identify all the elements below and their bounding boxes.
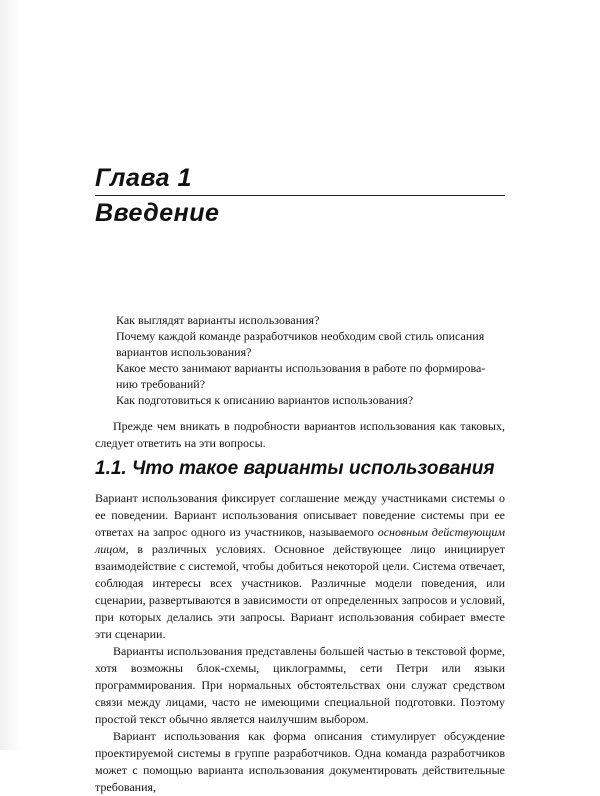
chapter-divider: [95, 195, 505, 196]
question-item: Какое место занимают варианты использования в работе по формированию требований?: [116, 361, 486, 391]
emphasized-term: основным действующим лицом: [95, 525, 505, 556]
lead-paragraph: Прежде чем вникать в подробности вариантов использования как таковых, следует ответить на эти вопросы.: [95, 419, 505, 450]
chapter-title: Введение: [95, 199, 220, 227]
question-item: Как подготовиться к описанию вариантов использования?: [116, 393, 414, 407]
paragraph-3: Вариант использования как форма описания стимулирует обсуждение проектируемой системы в группе разработчиков. Одна команда разработчиков может с помощью варианта использования документировать действительные требования,: [95, 729, 505, 794]
paragraph-1: [95, 490, 505, 643]
chapter-label: Глава 1: [95, 164, 192, 192]
section-heading: 1.1. Что такое варианты использования: [95, 458, 495, 479]
chapter-questions: [116, 312, 498, 408]
paragraph-1-end: , в различных условиях. Основное действующее лицо инициирует взаимодействие с системой, чтобы добиться некоторой цели. Система отвечает, соблюдая интересы всех участников. Различные модели поведения, или сценарии, развертываются в зависимости от определенных запросов и условий, при которых делались эти запросы. Вариант использования собирает вместе эти сценарии.: [95, 542, 505, 641]
scan-edge-shadow: [0, 0, 22, 750]
question-item: Почему каждой команде разработчиков необходим свой стиль описания вариантов использования?: [116, 329, 485, 359]
section-body: [95, 490, 505, 796]
question-item: Как выглядят варианты использования?: [116, 313, 320, 327]
paragraph-2: Варианты использования представлены большей частью в текстовой форме, хотя возможны блок-схемы, циклограммы, сети Петри или языки программирования. При нормальных обстоятельствах они служат средством связи между лицами, часто не имеющими специальной подготовки. Поэтому простой текст обычно является наилучшим выбором.: [95, 644, 505, 726]
paragraph-1-start: Вариант использования фиксирует соглашение между участниками системы о ее поведении. Вариант использования описывает поведение системы при ее ответах на запрос одного из участников, называемого: [95, 491, 505, 539]
